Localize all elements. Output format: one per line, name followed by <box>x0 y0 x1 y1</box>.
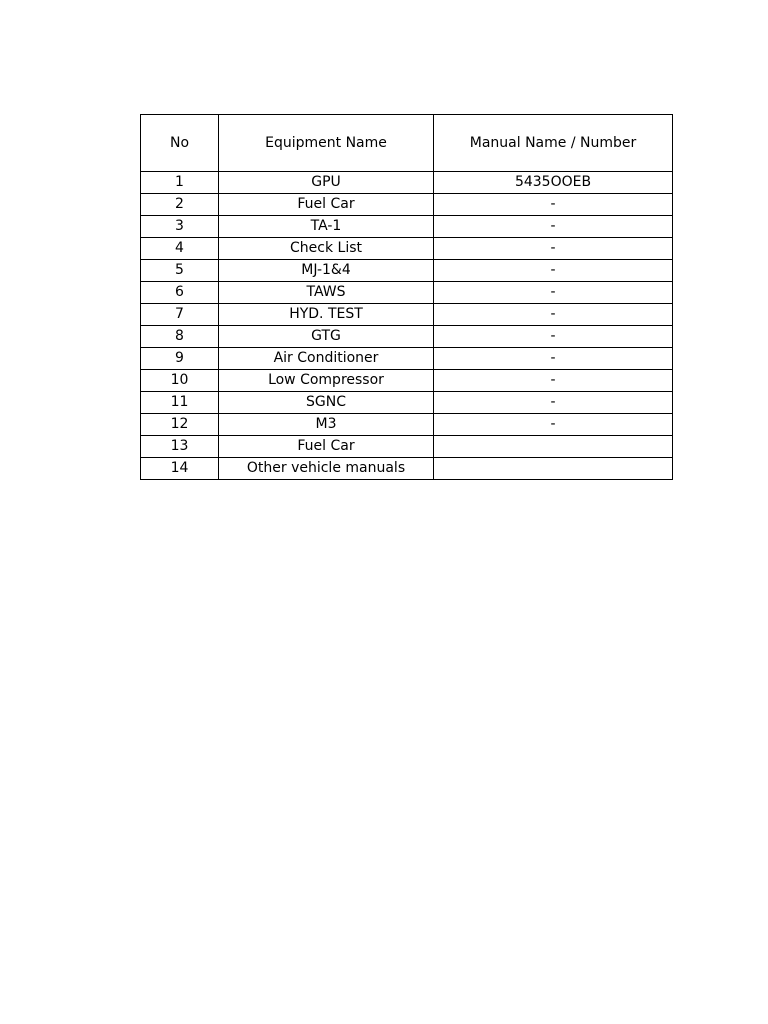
cell-no: 1 <box>141 172 219 194</box>
cell-no: 10 <box>141 370 219 392</box>
cell-no: 13 <box>141 436 219 458</box>
cell-no: 7 <box>141 304 219 326</box>
cell-equipment-name: M3 <box>219 414 434 436</box>
cell-no: 4 <box>141 238 219 260</box>
cell-no: 2 <box>141 194 219 216</box>
table-row <box>141 216 673 238</box>
cell-manual <box>434 436 673 458</box>
cell-manual: - <box>434 194 673 216</box>
cell-equipment-name: Low Compressor <box>219 370 434 392</box>
cell-no: 3 <box>141 216 219 238</box>
cell-manual: - <box>434 260 673 282</box>
cell-equipment-name: TA-1 <box>219 216 434 238</box>
cell-no: 5 <box>141 260 219 282</box>
cell-manual: - <box>434 392 673 414</box>
table-row <box>141 194 673 216</box>
header-equipment-name: Equipment Name <box>219 115 434 172</box>
cell-equipment-name: Other vehicle manuals <box>219 458 434 480</box>
cell-equipment-name: SGNC <box>219 392 434 414</box>
cell-no: 14 <box>141 458 219 480</box>
cell-manual <box>434 458 673 480</box>
cell-manual: - <box>434 326 673 348</box>
table-header-row <box>141 115 673 172</box>
cell-equipment-name: Fuel Car <box>219 436 434 458</box>
table-row <box>141 458 673 480</box>
cell-manual: - <box>434 370 673 392</box>
cell-manual: - <box>434 238 673 260</box>
cell-no: 6 <box>141 282 219 304</box>
equipment-manual-table <box>140 114 673 480</box>
cell-manual: - <box>434 414 673 436</box>
header-no: No <box>141 115 219 172</box>
cell-equipment-name: HYD. TEST <box>219 304 434 326</box>
cell-equipment-name: Check List <box>219 238 434 260</box>
cell-equipment-name: GTG <box>219 326 434 348</box>
cell-no: 11 <box>141 392 219 414</box>
table-row <box>141 414 673 436</box>
cell-equipment-name: GPU <box>219 172 434 194</box>
table-row <box>141 304 673 326</box>
table-row <box>141 282 673 304</box>
cell-equipment-name: Air Conditioner <box>219 348 434 370</box>
cell-no: 12 <box>141 414 219 436</box>
cell-manual: - <box>434 348 673 370</box>
cell-manual: - <box>434 216 673 238</box>
cell-manual: - <box>434 282 673 304</box>
table-row <box>141 326 673 348</box>
table-body <box>141 172 673 480</box>
cell-no: 9 <box>141 348 219 370</box>
table-row <box>141 260 673 282</box>
cell-no: 8 <box>141 326 219 348</box>
table-row <box>141 238 673 260</box>
table-row <box>141 392 673 414</box>
cell-manual: 5435OOEB <box>434 172 673 194</box>
cell-equipment-name: Fuel Car <box>219 194 434 216</box>
table-row <box>141 172 673 194</box>
cell-equipment-name: MJ-1&4 <box>219 260 434 282</box>
cell-manual: - <box>434 304 673 326</box>
header-manual-name-number: Manual Name / Number <box>434 115 673 172</box>
table-row <box>141 370 673 392</box>
table-row <box>141 348 673 370</box>
table-row <box>141 436 673 458</box>
cell-equipment-name: TAWS <box>219 282 434 304</box>
